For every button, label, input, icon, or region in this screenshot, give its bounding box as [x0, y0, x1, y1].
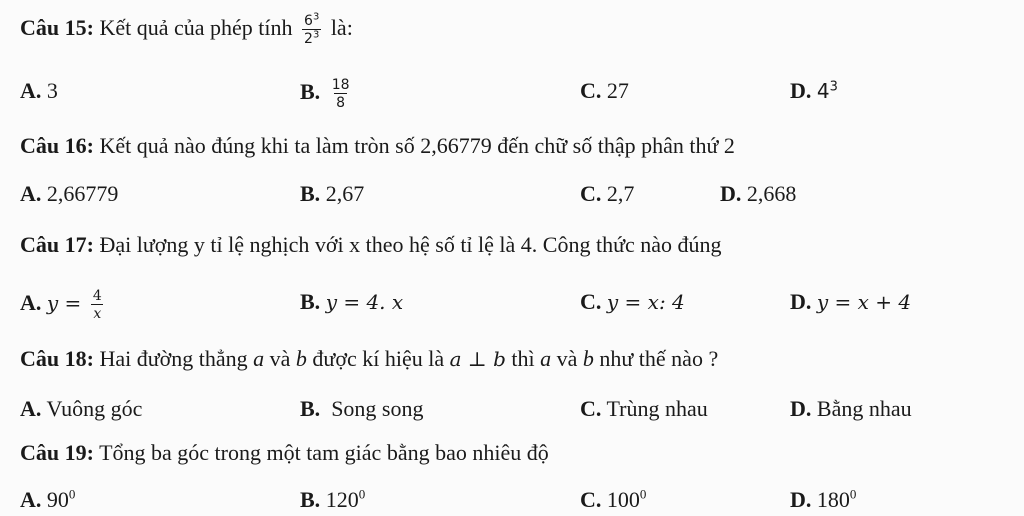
option-letter: B.	[300, 289, 321, 314]
question-18-text-1: Hai đường thẳng	[99, 346, 248, 371]
question-15-tail: là:	[330, 15, 353, 41]
question-15-text: Kết quả của phép tính	[99, 15, 293, 41]
q16-option-d[interactable]	[720, 181, 796, 207]
question-16-label: Câu 16:	[20, 133, 94, 158]
option-letter: C.	[580, 289, 602, 314]
q15-option-c[interactable]	[580, 78, 629, 104]
degree-symbol: 0	[639, 486, 647, 502]
variable-b: b	[582, 346, 594, 371]
degree-value: 120	[325, 487, 359, 512]
question-18-text-2: và	[556, 346, 578, 371]
q18-option-c[interactable]	[580, 396, 708, 422]
power-exponent: 3	[829, 79, 838, 95]
fraction-denominator: x	[93, 306, 102, 322]
question-18-text-2: và	[269, 346, 291, 371]
question-17-text: Đại lượng y tỉ lệ nghịch với x theo hệ số tỉ lệ là 4. Công thức nào đúng	[99, 232, 722, 257]
option-letter: A.	[20, 78, 42, 103]
question-18-label: Câu 18:	[20, 346, 94, 371]
option-letter: A.	[20, 181, 42, 206]
q17-option-a[interactable]	[20, 289, 108, 321]
fraction-numerator: 4	[92, 288, 102, 304]
degree-value: 180	[816, 487, 850, 512]
q19-option-a[interactable]	[20, 487, 75, 513]
option-value: Song song	[331, 396, 424, 421]
question-17-label: Câu 17:	[20, 232, 94, 257]
q15-option-d[interactable]	[790, 78, 838, 104]
question-16	[20, 133, 735, 159]
fraction-numerator-exponent: 3	[312, 11, 320, 23]
fraction-denominator-base: 2	[304, 31, 313, 47]
option-value: 2,668	[746, 181, 797, 206]
option-letter: B.	[300, 79, 321, 105]
option-letter: C.	[580, 78, 602, 103]
option-letter: D.	[790, 289, 812, 314]
fraction-denominator: 8	[336, 95, 346, 111]
formula-fraction	[91, 289, 104, 321]
option-letter: D.	[790, 396, 812, 421]
q17-option-b[interactable]	[300, 289, 403, 315]
question-18	[20, 346, 718, 372]
question-18-text-3: được kí hiệu là	[312, 346, 445, 371]
degree-symbol: 0	[68, 486, 76, 502]
q16-option-a[interactable]	[20, 181, 118, 207]
option-letter: A.	[20, 290, 42, 316]
option-value: 27	[606, 78, 629, 103]
degree-symbol: 0	[358, 486, 366, 502]
option-value: y = x: 4	[606, 290, 685, 314]
question-16-text: Kết quả nào đúng khi ta làm tròn số 2,66779 đến chữ số thập phân thứ 2	[99, 133, 735, 158]
option-value: y = 4. x	[325, 290, 404, 314]
q19-option-b[interactable]	[300, 487, 365, 513]
q18-option-a[interactable]	[20, 396, 142, 422]
q19-option-d[interactable]	[790, 487, 856, 513]
option-value: 3	[46, 78, 58, 103]
q16-option-b[interactable]	[300, 181, 364, 207]
option-value: 2,7	[606, 181, 635, 206]
question-17	[20, 232, 722, 258]
question-19-text: Tổng ba góc trong một tam giác bằng bao nhiêu độ	[99, 440, 549, 465]
option-letter: D.	[720, 181, 742, 206]
q19-option-c[interactable]	[580, 487, 646, 513]
q17-option-c[interactable]	[580, 289, 685, 315]
q17-option-d[interactable]	[790, 289, 911, 315]
option-letter: D.	[790, 78, 812, 103]
fraction-denominator-exponent: 3	[312, 29, 320, 41]
variable-a: a	[540, 346, 552, 371]
question-18-text-5: như thế nào ?	[599, 346, 719, 371]
q18-option-d[interactable]	[790, 396, 912, 422]
degree-value: 100	[606, 487, 640, 512]
q15-option-a[interactable]	[20, 78, 58, 104]
q16-option-c[interactable]	[580, 181, 634, 207]
option-value: 2,66779	[46, 181, 119, 206]
option-letter: B.	[300, 396, 321, 421]
question-19-label: Câu 19:	[20, 440, 94, 465]
option-letter: D.	[790, 487, 812, 512]
degree-value: 90	[46, 487, 69, 512]
option-fraction	[330, 78, 352, 110]
option-value: 2,67	[325, 181, 365, 206]
option-letter: A.	[20, 396, 42, 421]
option-letter: B.	[300, 181, 321, 206]
question-15	[20, 11, 353, 47]
option-letter: C.	[580, 396, 602, 421]
fraction-numerator: 18	[331, 77, 350, 93]
option-value: Vuông góc	[46, 396, 143, 421]
perpendicular-symbol: a ⊥ b	[449, 347, 506, 371]
option-value: Trùng nhau	[606, 396, 708, 421]
option-value	[817, 79, 838, 103]
option-value: Bằng nhau	[816, 396, 912, 421]
option-letter: B.	[300, 487, 321, 512]
fraction-numerator-base: 6	[304, 13, 313, 29]
q18-option-b[interactable]	[300, 396, 423, 422]
option-value: y = x + 4	[816, 290, 912, 314]
option-letter: A.	[20, 487, 42, 512]
degree-symbol: 0	[849, 486, 857, 502]
power-base: 4	[816, 79, 830, 103]
option-letter: C.	[580, 181, 602, 206]
variable-a: a	[253, 346, 265, 371]
question-15-label: Câu 15:	[20, 15, 94, 41]
formula-lhs: y =	[46, 291, 82, 316]
option-letter: C.	[580, 487, 602, 512]
question-19	[20, 440, 549, 466]
question-18-text-4: thì	[511, 346, 535, 371]
question-15-fraction	[302, 11, 321, 47]
q15-option-b[interactable]	[300, 78, 356, 110]
variable-b: b	[295, 346, 307, 371]
